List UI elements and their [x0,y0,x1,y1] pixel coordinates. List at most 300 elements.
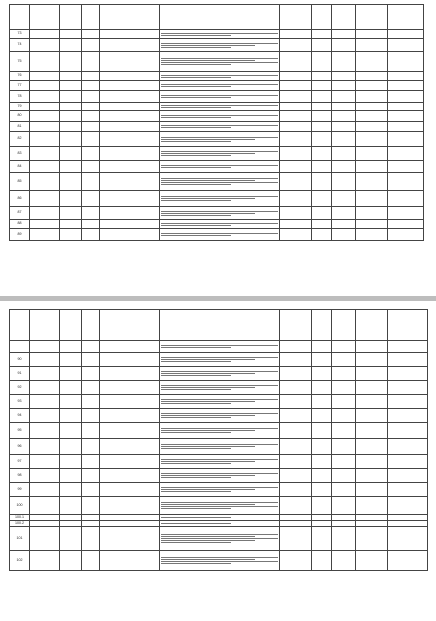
value-cell [356,497,388,515]
row-number: 84 [10,161,30,173]
cell-empty [100,191,160,207]
object-description [160,91,280,103]
cell-empty [100,551,160,571]
value-cell [312,72,332,81]
header-cell [60,310,82,341]
code-cell [82,527,100,551]
illegible-text-line [161,33,278,34]
cell-empty [60,497,82,515]
table-row [10,483,428,497]
row-number: 98 [10,469,30,483]
table-row [10,72,424,81]
illegible-text-line [161,385,278,386]
illegible-text-line [161,125,278,126]
cell-empty [388,409,428,423]
value-cell [280,483,312,497]
cell-empty [60,39,82,52]
header-cell [388,310,428,341]
cell-empty [100,111,160,122]
row-number [10,341,30,353]
illegible-text-line [161,557,278,558]
header-cell [82,5,100,30]
cell-empty [100,132,160,147]
cell-empty [388,367,428,381]
value-cell [312,341,332,353]
cell-empty [30,111,60,122]
cell-empty [82,497,100,515]
illegible-text-line [161,345,278,346]
cell-empty [100,483,160,497]
row-number: 74 [10,39,30,52]
cell-empty [82,455,100,469]
illegible-text-line [161,459,278,460]
table-row [10,497,428,515]
cell-empty [30,551,60,571]
header-cell [60,5,82,30]
value-cell [332,91,356,103]
header-cell [100,5,160,30]
cell-empty [82,103,100,111]
illegible-text-line [161,64,231,65]
value-cell [356,353,388,367]
cell-empty [82,353,100,367]
value-cell [312,122,332,132]
table-row [10,147,424,161]
value-cell [280,497,312,515]
illegible-text-line [161,359,255,360]
table-row [10,381,428,395]
cell-empty [30,469,60,483]
illegible-text-line [161,415,255,416]
table-row [10,395,428,409]
value-cell [356,439,388,455]
value-cell [312,220,332,229]
header-cell [280,5,312,30]
cell-empty [60,220,82,229]
illegible-text-line [161,399,278,400]
cell-empty [82,367,100,381]
value-cell [332,353,356,367]
table-row [10,353,428,367]
cell-empty [30,483,60,497]
illegible-text-line [161,60,255,61]
row-number: 78 [10,91,30,103]
value-cell [332,527,356,551]
row-number: 99 [10,483,30,497]
cell-empty [100,497,160,515]
table-row [10,81,424,91]
object-description [160,72,280,81]
illegible-text-line [161,47,231,48]
header-cell [30,5,60,30]
value-cell [356,229,388,241]
header-cell [10,5,30,30]
cell-empty [30,122,60,132]
cell-empty [82,207,100,220]
value-cell [280,191,312,207]
value-cell [356,341,388,353]
cell-empty [388,483,428,497]
cell-empty [388,207,424,220]
value-cell [280,341,312,353]
document-page-1 [0,0,436,296]
row-number: 97 [10,455,30,469]
illegible-text-line [161,371,278,372]
cell-empty [60,132,82,147]
object-description [160,367,280,381]
cell-empty [60,207,82,220]
value-cell [280,409,312,423]
illegible-text-line [161,165,278,166]
value-cell [280,52,312,72]
budget-table-page-1 [9,4,424,241]
value-cell [332,409,356,423]
value-cell [356,423,388,439]
value-cell [356,72,388,81]
cell-empty [388,173,424,191]
value-cell [280,367,312,381]
row-number: 82 [10,132,30,147]
object-description [160,122,280,132]
cell-empty [388,551,428,571]
value-cell [332,341,356,353]
illegible-text-line [161,137,278,138]
cell-empty [30,81,60,91]
value-cell [280,39,312,52]
object-description [160,483,280,497]
cell-empty [388,527,428,551]
cell-empty [100,395,160,409]
table-row [10,173,424,191]
table-row [10,111,424,122]
object-description [160,229,280,241]
illegible-text-line [161,444,278,445]
cell-empty [100,72,160,81]
value-cell [312,81,332,91]
table-row [10,220,424,229]
illegible-text-line [161,151,278,152]
cell-empty [60,81,82,91]
illegible-text-line [161,139,255,140]
cell-empty [388,229,424,241]
value-cell [312,409,332,423]
object-description [160,111,280,122]
row-number: 83 [10,147,30,161]
illegible-text-line [161,184,231,185]
cell-empty [100,122,160,132]
illegible-text-line [161,538,278,539]
cell-empty [388,39,424,52]
cell-empty [82,439,100,455]
cell-empty [100,81,160,91]
value-cell [332,103,356,111]
value-cell [332,39,356,52]
cell-empty [100,469,160,483]
cell-empty [30,497,60,515]
cell-empty [30,30,60,39]
value-cell [312,39,332,52]
illegible-text-line [161,215,231,216]
illegible-text-line [161,361,231,362]
value-cell [280,527,312,551]
illegible-text-line [161,387,255,388]
illegible-text-line [161,62,278,63]
value-cell [356,367,388,381]
cell-empty [30,341,60,353]
value-cell [280,220,312,229]
cell-empty [100,52,160,72]
header-cell [356,310,388,341]
cell-empty [30,147,60,161]
cell-empty [388,122,424,132]
illegible-text-line [161,475,255,476]
value-cell [332,207,356,220]
cell-empty [388,423,428,439]
cell-empty [30,103,60,111]
illegible-text-line [161,233,278,234]
row-number: 88 [10,220,30,229]
header-cell [160,310,280,341]
cell-empty [30,52,60,72]
value-cell [356,395,388,409]
cell-empty [60,122,82,132]
cell-empty [82,381,100,395]
value-cell [280,381,312,395]
header-cell [280,310,312,341]
cell-empty [30,207,60,220]
row-number: 87 [10,207,30,220]
illegible-text-line [161,448,231,449]
illegible-text-line [161,180,255,181]
cell-empty [100,341,160,353]
cell-empty [100,220,160,229]
cell-empty [388,469,428,483]
cell-empty [82,341,100,353]
value-cell [280,122,312,132]
row-number: 91 [10,367,30,381]
illegible-text-line [161,95,278,96]
illegible-text-line [161,430,255,431]
value-cell [356,191,388,207]
cell-empty [82,81,100,91]
value-cell [356,147,388,161]
header-cell [82,310,100,341]
cell-empty [388,52,424,72]
cell-empty [82,483,100,497]
cell-empty [388,381,428,395]
value-cell [280,111,312,122]
value-cell [332,81,356,91]
value-cell [332,439,356,455]
cell-empty [30,381,60,395]
illegible-text-line [161,373,255,374]
row-number: 85 [10,173,30,191]
value-cell [332,220,356,229]
cell-empty [30,439,60,455]
illegible-text-line [161,211,278,212]
value-cell [332,423,356,439]
cell-empty [30,367,60,381]
document-page-2 [0,301,436,621]
illegible-text-line [161,178,278,179]
cell-empty [388,353,428,367]
object-description [160,527,280,551]
cell-empty [100,207,160,220]
cell-empty [82,39,100,52]
row-number: 95 [10,423,30,439]
cell-empty [100,455,160,469]
illegible-text-line [161,141,231,142]
value-cell [280,132,312,147]
illegible-text-line [161,432,231,433]
value-cell [356,91,388,103]
row-number: 100.1 [10,515,30,521]
cell-empty [30,39,60,52]
illegible-text-line [161,117,231,118]
illegible-text-line [161,127,231,128]
object-description [160,353,280,367]
object-description [160,81,280,91]
cell-empty [82,191,100,207]
illegible-text-line [161,559,255,560]
header-cell [30,310,60,341]
cell-empty [30,161,60,173]
cell-empty [60,395,82,409]
value-cell [356,111,388,122]
cell-empty [388,30,424,39]
code-cell [60,527,82,551]
object-description [160,455,280,469]
row-number: 89 [10,229,30,241]
illegible-text-line [161,542,231,543]
illegible-text-line [161,477,231,478]
illegible-text-line [161,473,278,474]
table-row [10,229,424,241]
header-cell [160,5,280,30]
value-cell [356,483,388,497]
value-cell [332,132,356,147]
table-row [10,341,428,353]
object-description [160,132,280,147]
illegible-text-line [161,428,278,429]
illegible-text-line [161,77,231,78]
value-cell [356,132,388,147]
code-cell [100,527,160,551]
value-cell [312,132,332,147]
value-cell [312,52,332,72]
value-cell [356,52,388,72]
cell-empty [100,39,160,52]
cell-empty [388,341,428,353]
cell-empty [388,81,424,91]
illegible-text-line [161,347,231,348]
cell-empty [30,423,60,439]
cell-empty [388,132,424,147]
value-cell [332,367,356,381]
value-cell [332,147,356,161]
row-number: 92 [10,381,30,395]
cell-empty [82,409,100,423]
cell-empty [60,551,82,571]
value-cell [280,551,312,571]
table-row [10,91,424,103]
cell-empty [82,551,100,571]
value-cell [312,173,332,191]
illegible-text-line [161,561,278,562]
row-number: 86 [10,191,30,207]
table-row [10,423,428,439]
illegible-text-line [161,223,278,224]
object-description [160,220,280,229]
table-header-row [10,310,428,341]
object-description [160,551,280,571]
cell-empty [30,132,60,147]
cell-empty [60,353,82,367]
cell-empty [30,220,60,229]
header-cell [10,310,30,341]
table-row [10,551,428,571]
table-row [10,52,424,72]
object-description [160,469,280,483]
budget-table-page-2 [9,309,428,571]
object-description [160,395,280,409]
cell-empty [60,381,82,395]
cell-empty [388,497,428,515]
cell-empty [388,455,428,469]
cell-empty [30,455,60,469]
cell-empty [30,527,60,551]
value-cell [332,455,356,469]
row-number: 93 [10,395,30,409]
cell-empty [60,229,82,241]
illegible-text-line [161,196,278,197]
value-cell [332,52,356,72]
value-cell [332,122,356,132]
illegible-text-line [161,504,255,505]
illegible-text-line [161,198,255,199]
illegible-text-line [161,534,278,535]
value-cell [280,72,312,81]
value-cell [356,39,388,52]
cell-empty [82,220,100,229]
value-cell [356,455,388,469]
cell-empty [82,132,100,147]
table-row [10,439,428,455]
cell-empty [60,341,82,353]
cell-empty [60,439,82,455]
illegible-text-line [161,235,231,236]
cell-empty [100,423,160,439]
cell-empty [82,72,100,81]
illegible-text-line [161,517,231,518]
cell-empty [60,111,82,122]
table-row [10,122,424,132]
cell-empty [60,469,82,483]
value-cell [280,103,312,111]
value-cell [332,72,356,81]
value-cell [332,30,356,39]
row-number: 73 [10,30,30,39]
value-cell [332,395,356,409]
row-number: 81 [10,122,30,132]
illegible-text-line [161,105,278,106]
illegible-text-line [161,115,278,116]
illegible-text-line [161,536,255,537]
value-cell [312,439,332,455]
value-cell [356,103,388,111]
cell-empty [100,439,160,455]
header-cell [332,5,356,30]
